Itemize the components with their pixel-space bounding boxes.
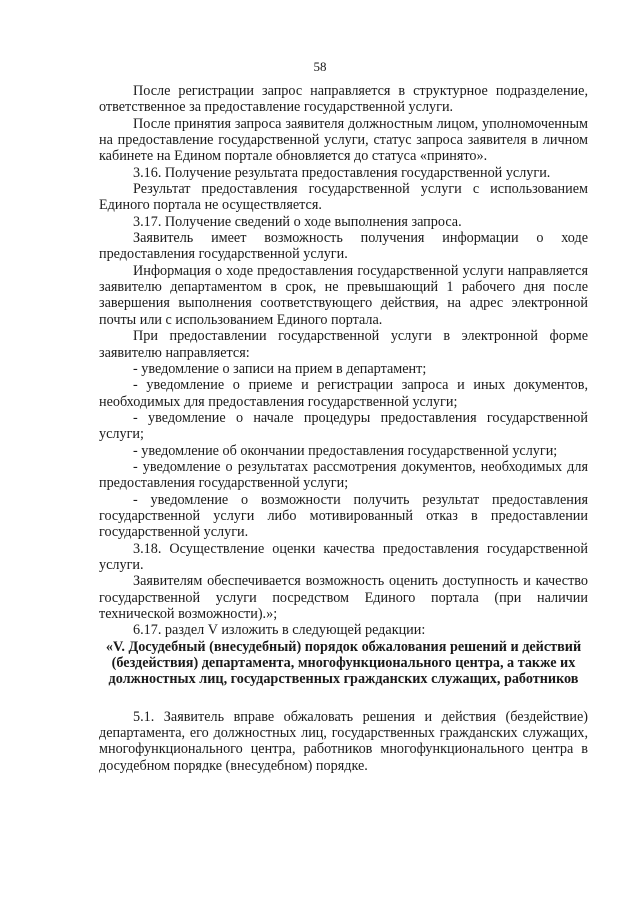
list-item: - уведомление о возможности получить результат предоставления государственной услуги либо мотивированный отказ в предоставлении государственной услуги.: [99, 491, 588, 541]
paragraph: При предоставлении государственной услуги в электронной форме заявителю направляется:: [99, 328, 588, 361]
document-body: [99, 83, 588, 774]
paragraph: Результат предоставления государственной услуги с использованием Единого портала не осуществляется.: [99, 181, 588, 214]
paragraph: После принятия запроса заявителя должностным лицом, уполномоченным на предоставление государственной услуги, статус запроса заявителя в личном кабинете на Едином портале обновляется до статуса «принято».: [99, 115, 588, 165]
paragraph: Информация о ходе предоставления государственной услуги направляется заявителю департаментом в срок, не превышающий 1 рабочего дня после завершения выполнения соответствующего действия, на адрес электронной почты или с использованием Единого портала.: [99, 262, 588, 328]
list-item: - уведомление об окончании предоставления государственной услуги;: [133, 442, 558, 459]
spacer: [99, 688, 588, 709]
section-3-17-heading: 3.17. Получение сведений о ходе выполнения запроса.: [133, 213, 462, 230]
section-3-16-heading: 3.16. Получение результата предоставления государственной услуги.: [133, 164, 551, 181]
paragraph: 6.17. раздел V изложить в следующей редакции:: [133, 622, 426, 639]
page-number: 58: [313, 59, 327, 74]
paragraph: 5.1. Заявитель вправе обжаловать решения и действия (бездействие) департамента, его должностных лиц, государственных гражданских служащих, многофункционального центра, работников многофункционального центра в досудебном порядке (внесудебном) порядке.: [99, 708, 588, 774]
list-item: - уведомление о приеме и регистрации запроса и иных документов, необходимых для предоставления государственной услуги;: [99, 377, 588, 410]
paragraph: Заявитель имеет возможность получения информации о ходе предоставления государственной услуги.: [99, 230, 588, 263]
paragraph: Заявителям обеспечивается возможность оценить доступность и качество государственной услуги посредством Единого портала (при наличии технической возможности).»;: [99, 573, 588, 622]
paragraph: После регистрации запрос направляется в структурное подразделение, ответственное за предоставление государственной услуги.: [99, 83, 588, 116]
list-item: - уведомление о результатах рассмотрения документов, необходимых для предоставления государственной услуги;: [99, 458, 588, 492]
list-item: - уведомление о записи на прием в департамент;: [133, 360, 427, 377]
section-3-18-heading: 3.18. Осуществление оценки качества предоставления государственной услуги.: [99, 540, 588, 573]
section-v-title: «V. Досудебный (внесудебный) порядок обжалования решений и действий (бездействия) департамента, многофункционального центра, а также их должностных лиц, государственных гражданских служащих, работников: [105, 638, 582, 688]
list-item: - уведомление о начале процедуры предоставления государственной услуги;: [99, 409, 588, 443]
